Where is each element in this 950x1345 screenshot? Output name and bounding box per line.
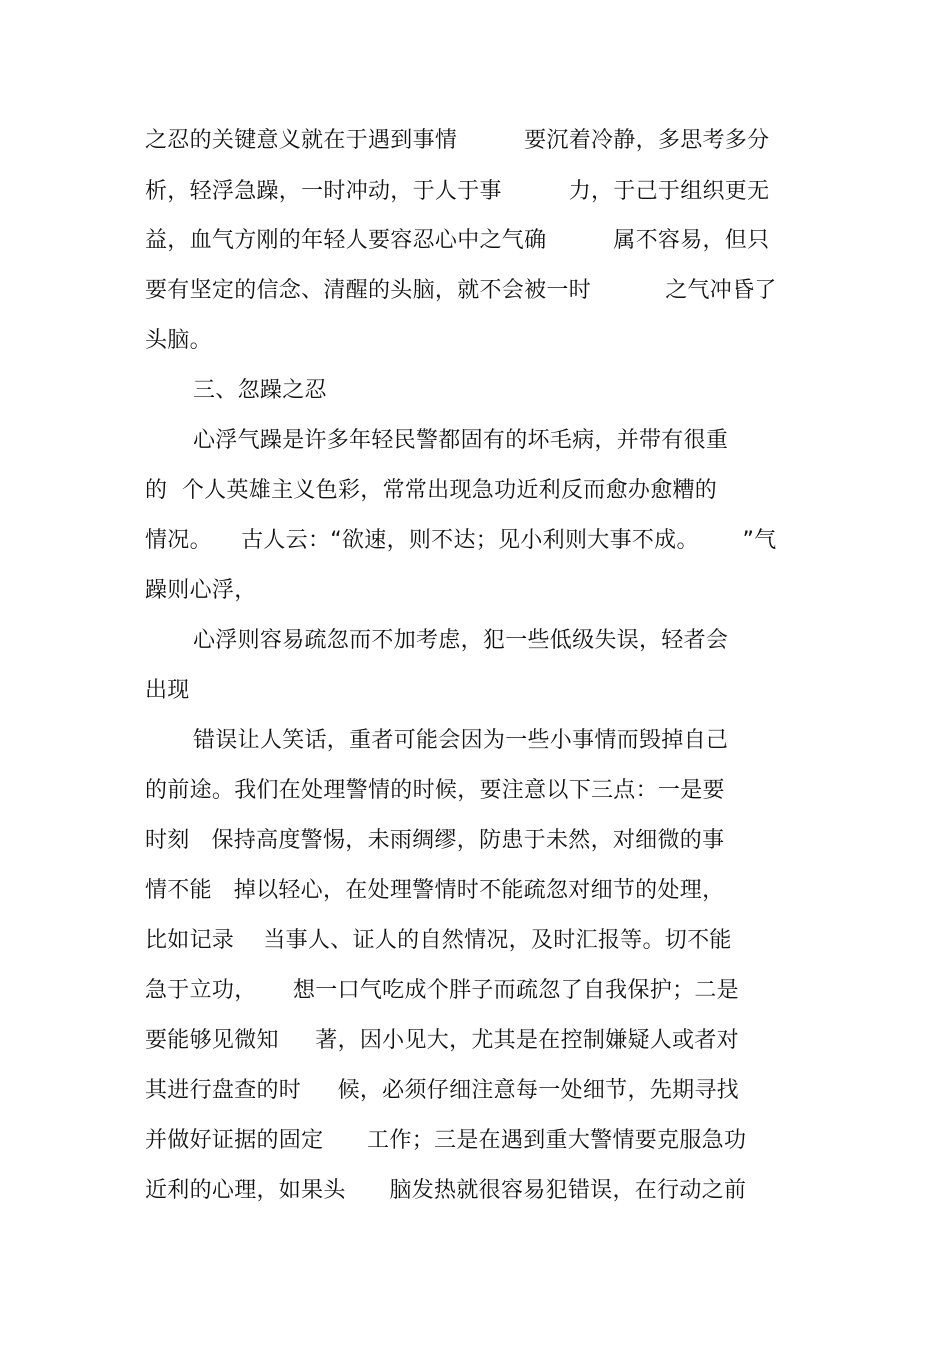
text-line: 的前途。我们在处理警情的时候，要注意以下三点：一是要 xyxy=(145,778,725,803)
text-line: 情况。 古人云：“欲速，则不达；见小利则大事不成。 ”气 xyxy=(145,528,777,553)
text-line: 析，轻浮急躁，一时冲动，于人于事 力，于己于组织更无 xyxy=(145,179,770,204)
text-line: 益，血气方刚的年轻人要容忍心中之气确 属不容易，但只 xyxy=(145,228,770,253)
text-line: 要能够见微知 著，因小见大，尤其是在控制嫌疑人或者对 xyxy=(145,1028,739,1053)
text-line: 出现 xyxy=(145,678,190,703)
text-line: 急于立功， 想一口气吃成个胖子而疏忽了自我保护；二是 xyxy=(145,978,739,1003)
section-heading: 三、忽躁之忍 xyxy=(193,378,327,403)
text-line: 其进行盘查的时 候，必须仔细注意每一处细节，先期寻找 xyxy=(145,1078,739,1103)
text-line: 比如记录 当事人、证人的自然情况，及时汇报等。切不能 xyxy=(145,928,732,953)
text-line: 要有坚定的信念、清醒的头脑，就不会被一时 之气冲昏了 xyxy=(145,278,777,303)
text-line: 头脑。 xyxy=(145,328,212,353)
text-line: 时刻 保持高度警惕，未雨绸缪，防患于未然，对细微的事 xyxy=(145,828,725,853)
text-line: 心浮则容易疏忽而不加考虑，犯一些低级失误，轻者会 xyxy=(193,628,729,653)
text-line: 的 个人英雄主义色彩，常常出现急功近利反而愈办愈糟的 xyxy=(145,478,718,503)
text-line: 近利的心理，如果头 脑发热就很容易犯错误，在行动之前 xyxy=(145,1178,747,1203)
text-line: 之忍的关键意义就在于遇到事情 要沉着冷静，多思考多分 xyxy=(145,128,770,153)
text-line: 躁则心浮， xyxy=(145,578,257,603)
text-line: 并做好证据的固定 工作；三是在遇到重大警情要克服急功 xyxy=(145,1128,747,1153)
text-line: 错误让人笑话，重者可能会因为一些小事情而毁掉自己 xyxy=(193,728,729,753)
text-line: 情不能 掉以轻心，在处理警情时不能疏忽对细节的处理， xyxy=(145,878,725,903)
text-line: 心浮气躁是许多年轻民警都固有的坏毛病，并带有很重 xyxy=(193,428,729,453)
